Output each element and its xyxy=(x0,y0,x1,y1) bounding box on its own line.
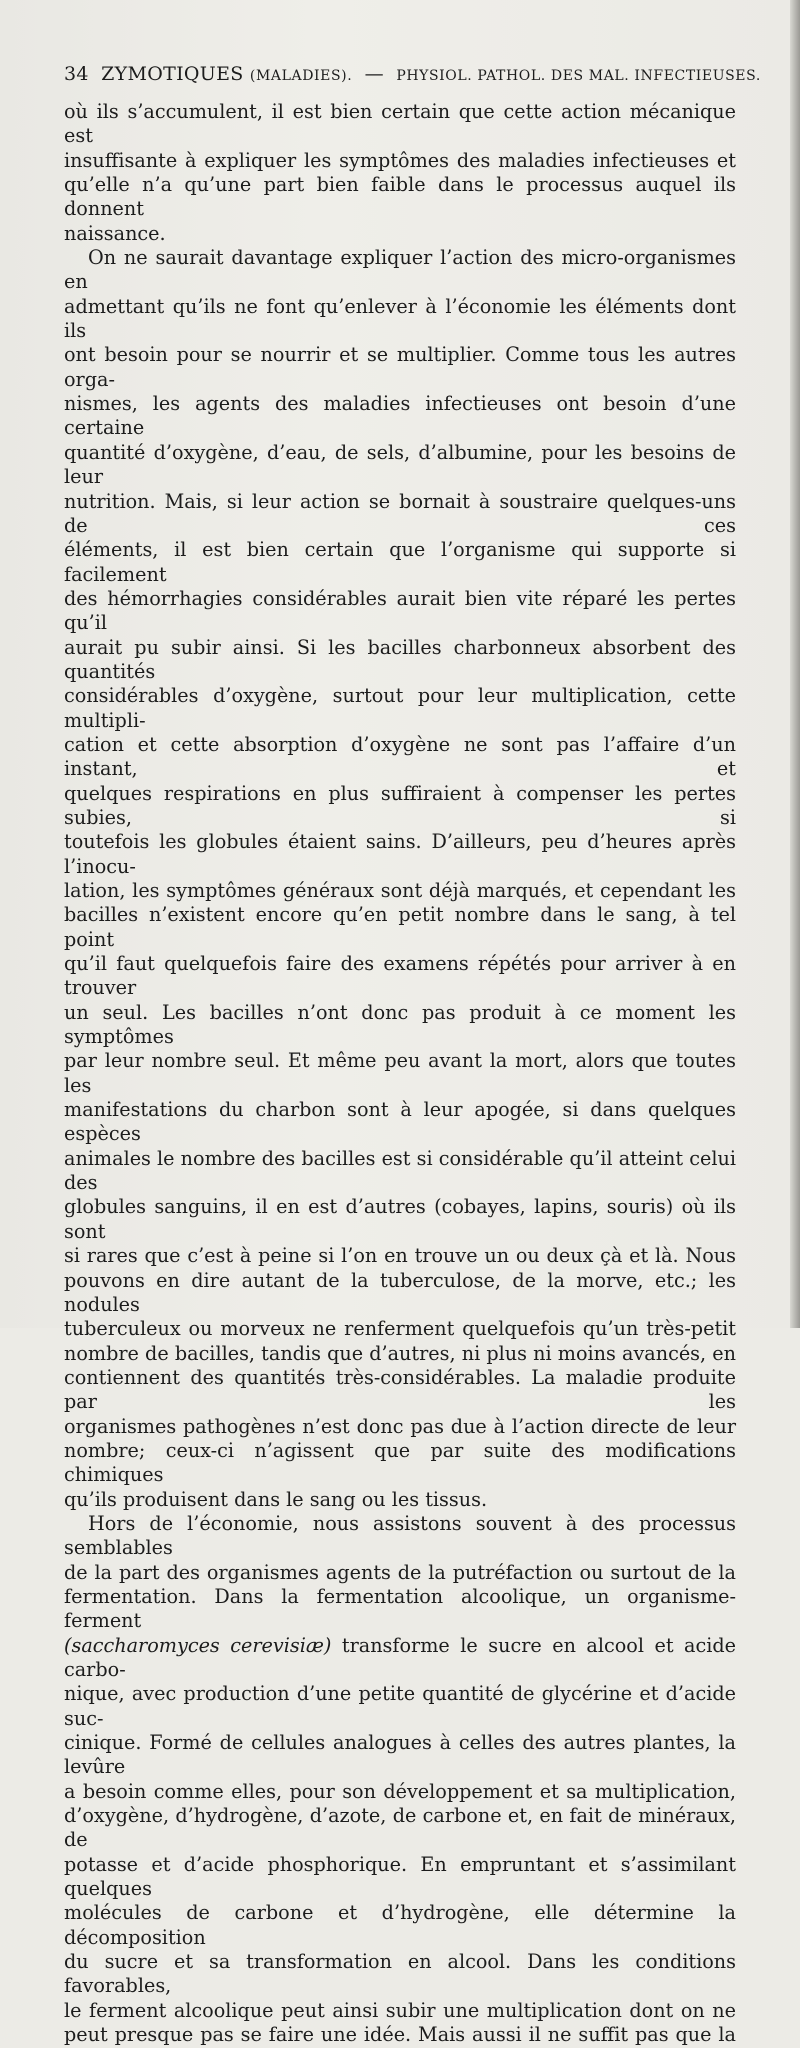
text-line: éléments, il est bien certain que l’organisme qui supporte si facilement xyxy=(64,538,736,586)
text-line: si rares que c’est à peine si l’on en trouve un ou deux çà et là. Nous xyxy=(64,1244,736,1268)
text-line: organismes pathogènes n’est donc pas due à l’action directe de leur xyxy=(64,1414,736,1438)
text-line: qu’ils produisent dans le sang ou les tissus. xyxy=(64,1487,488,1511)
text-line: naissance. xyxy=(64,221,166,245)
text-line: cation et cette absorption d’oxygène ne sont pas l’affaire d’un instant, et xyxy=(64,732,736,781)
text-line: de la part des organismes agents de la putréfaction ou surtout de la xyxy=(64,1560,736,1584)
text-line: un seul. Les bacilles n’ont donc pas produit à ce moment les symptômes xyxy=(64,1000,736,1049)
text-line: On ne saurait davantage expliquer l’action des micro-organismes en xyxy=(64,246,736,294)
text-line: insuffisante à expliquer les symptômes des maladies infectieuses et xyxy=(64,148,736,172)
text-line: pouvons en dire autant de la tuberculose, de la morve, etc.; les nodules xyxy=(64,1268,736,1316)
header-title: ZYMOTIQUES xyxy=(101,63,244,85)
text-line: toutefois les globules étaient sains. D’ailleurs, peu d’heures après l’inocu- xyxy=(64,830,736,878)
body-text xyxy=(64,100,736,2048)
text-line: d’oxygène, d’hydrogène, d’azote, de carbone et, en fait de minéraux, de xyxy=(64,1804,736,1852)
text-line: nique, avec production d’une petite quantité de glycérine et d’acide suc- xyxy=(64,1682,736,1730)
text-line: potasse et d’acide phosphorique. En empruntant et s’assimilant quelques xyxy=(64,1852,736,1901)
text-line: par leur nombre seul. Et même peu avant la mort, alors que toutes les xyxy=(64,1049,736,1097)
text-line: peut presque pas se faire une idée. Mais aussi il ne suffit pas que la xyxy=(64,2023,736,2047)
running-header xyxy=(64,63,761,85)
text-line: quantité d’oxygène, d’eau, de sels, d’albumine, pour les besoins de leur xyxy=(64,440,736,489)
text-line: Hors de l’économie, nous assistons souvent à des processus semblables xyxy=(64,1511,736,1560)
text-line: du sucre et sa transformation en alcool. Dans les conditions favorables, xyxy=(64,1950,736,1998)
text-line: cinique. Formé de cellules analogues à celles des autres plantes, la levûre xyxy=(64,1731,736,1779)
text-line: le ferment alcoolique peut ainsi subir une multiplication dont on ne xyxy=(64,1998,736,2022)
text-line: bacilles n’existent encore qu’en petit nombre dans le sang, à tel point xyxy=(64,903,736,951)
text-line: nutrition. Mais, si leur action se bornait à soustraire quelques-uns de ces xyxy=(64,489,736,537)
italic-species-name: (saccharomyces cerevisiæ) xyxy=(64,1633,332,1657)
text-line: tuberculeux ou morveux ne renferment quelquefois qu’un très-petit xyxy=(64,1317,736,1341)
text-line: qu’il faut quelquefois faire des examens répétés pour arriver à en trouver xyxy=(64,952,736,1000)
text-line: admettant qu’ils ne font qu’enlever à l’économie les éléments dont ils xyxy=(64,294,736,343)
text-line: nismes, les agents des maladies infectieuses ont besoin d’une certaine xyxy=(64,392,736,440)
page-edge-shadow xyxy=(790,0,800,1328)
text-line: manifestations du charbon sont à leur apogée, si dans quelques espèces xyxy=(64,1098,736,1146)
text-line: globules sanguins, il en est d’autres (cobayes, lapins, souris) où ils sont xyxy=(64,1195,736,1243)
text-line: nombre; ceux-ci n’agissent que par suite des modifications chimiques xyxy=(64,1438,736,1487)
text-line: quelques respirations en plus suffiraient à compenser les pertes subies, si xyxy=(64,781,736,829)
text-line: fermentation. Dans la fermentation alcoolique, un organisme-ferment xyxy=(64,1584,736,1633)
text-line: nombre de bacilles, tandis que d’autres, ni plus ni moins avancés, en xyxy=(64,1341,736,1365)
text-line: contiennent des quantités très-considérables. La maladie produite par les xyxy=(64,1365,736,1414)
text-line: aurait pu subir ainsi. Si les bacilles charbonneux absorbent des quantités xyxy=(64,635,736,683)
text-line: considérables d’oxygène, surtout pour leur multiplication, cette multipli- xyxy=(64,684,736,732)
text-line: qu’elle n’a qu’une part bien faible dans le processus auquel ils donnent xyxy=(64,173,736,221)
text-line: des hémorrhagies considérables aurait bien vite réparé les pertes qu’il xyxy=(64,586,736,635)
text-line: molécules de carbone et d’hydrogène, elle détermine la décomposition xyxy=(64,1901,736,1949)
text-line: animales le nombre des bacilles est si considérable qu’il atteint celui des xyxy=(64,1146,736,1195)
text-line: où ils s’accumulent, il est bien certain que cette action mécanique est xyxy=(64,100,736,148)
page-number: 34 xyxy=(64,63,89,85)
header-title-paren: (MALADIES). xyxy=(249,68,353,84)
text-line: (saccharomyces cerevisiæ) transforme le sucre en alcool et acide carbo- xyxy=(64,1633,736,1681)
text-line: a besoin comme elles, pour son développement et sa multiplication, xyxy=(64,1779,736,1803)
text-line: ont besoin pour se nourrir et se multiplier. Comme tous les autres orga- xyxy=(64,343,736,391)
header-dash: — xyxy=(364,63,384,85)
text-line: lation, les symptômes généraux sont déjà marqués, et cependant les xyxy=(64,879,736,902)
header-subtitle: PHYSIOL. PATHOL. DES MAL. INFECTIEUSES. xyxy=(396,68,761,84)
